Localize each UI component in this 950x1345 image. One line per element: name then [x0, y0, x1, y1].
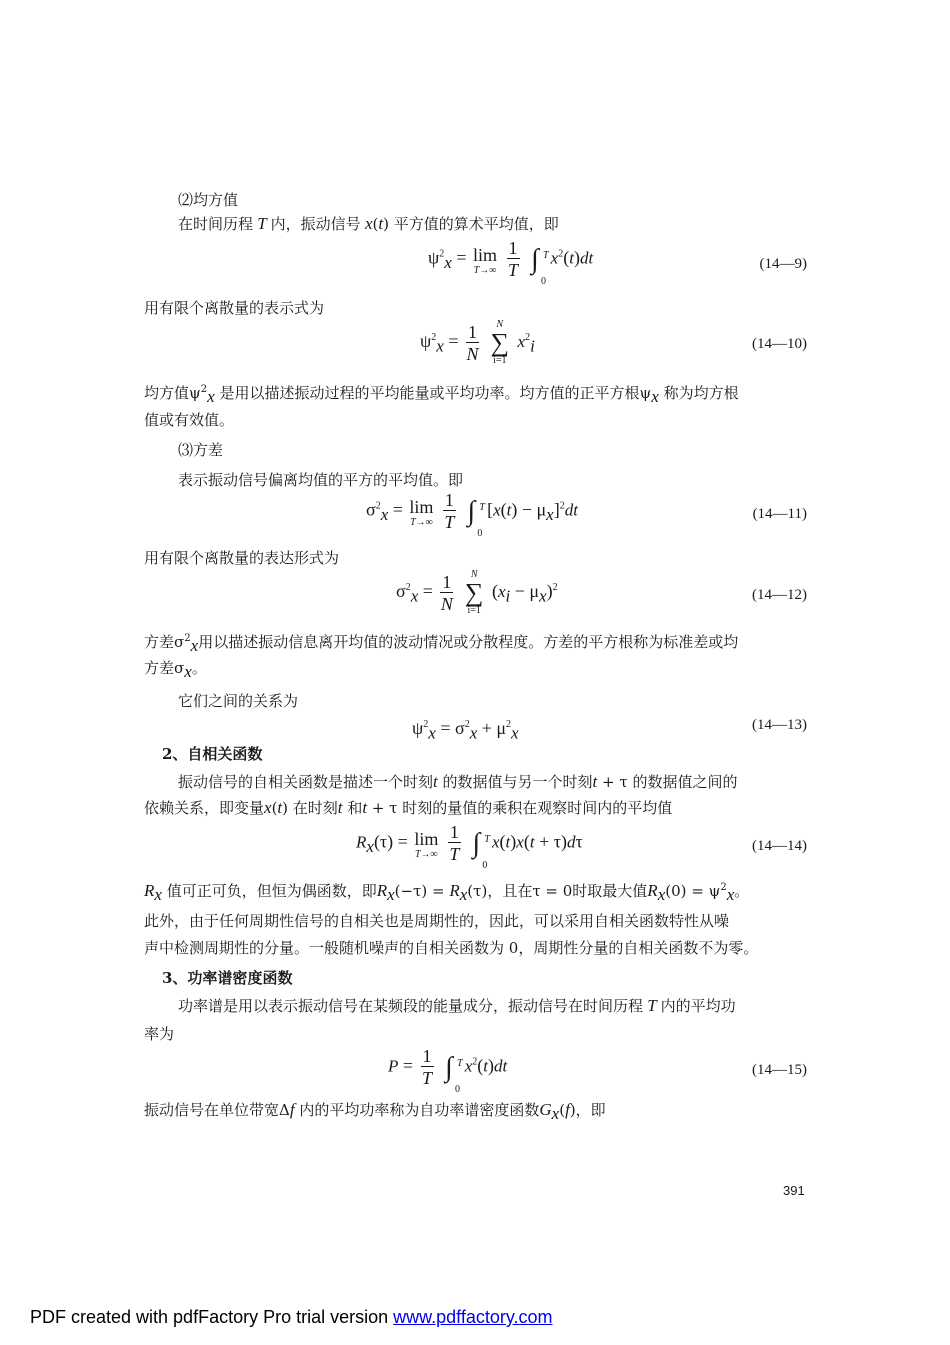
paragraph-discrete-form: 用有限个离散量的表达形式为: [144, 549, 340, 567]
paragraph-variance-desc-cont: 方差$\sigma_x$。: [144, 659, 207, 681]
equation-number: (14—14): [752, 838, 807, 854]
equation-14-10: $\psi^2_x$ = $\frac{1}{N}$ N ∑ i=1 $x^2_i$: [420, 319, 535, 366]
paragraph-power-2: 率为: [144, 1025, 175, 1043]
paragraph-autocorr-4: 此外，由于任何周期性信号的自相关也是周期性的，因此，可以采用自相关函数特性从噪: [144, 912, 730, 930]
equation-14-14: $R_x(\tau)$ = lim T→∞ $\frac{1}{T}$ ∫ T 0 x(t)x(t + τ)dτ: [356, 822, 583, 871]
paragraph-power-1: 功率谱是用以表示振动信号在某频段的能量成分，振动信号在时间历程 T 内的平均功: [178, 996, 736, 1015]
page-number: 391: [783, 1183, 805, 1198]
equation-14-13: $\psi^2_x = \sigma^2_x + \mu^2_x$: [412, 718, 519, 743]
section-title-power-spectrum: 3、功率谱密度函数: [162, 969, 293, 987]
paragraph-autocorr-5: 声中检测周期性的分量。一般随机噪声的自相关函数为 0，周期性分量的自相关函数不为零。: [144, 939, 759, 957]
paragraph-autocorr-1: 振动信号的自相关函数是描述一个时刻t 的数据值与另一个时刻t + τ 的数据值之间的: [178, 772, 738, 791]
paragraph-variance-desc: 方差$\sigma^2_x$用以描述振动信息离开均值的波动情况或分散程度。方差的平方根称为标准差或均: [144, 633, 739, 655]
equation-number: (14—13): [752, 717, 807, 733]
paragraph-autocorr-3: $R_x$ 值可正可负，但恒为偶函数，即$R_x(-\tau) = R_x(\tau)$，且在τ = 0时取最大值$R_x(0) = \psi^2_x$。: [144, 881, 750, 904]
paragraph-variance-intro: 表示振动信号偏离均值的平方的平均值。即: [178, 471, 464, 489]
paragraph-mean-square-desc-cont: 值或有效值。: [144, 411, 235, 429]
equation-number: (14—10): [752, 336, 807, 352]
equation-14-9: $\psi^2_x$ = lim T→∞ $\frac{1}{T}$ ∫ T 0 $x^2(t)dt$: [428, 238, 594, 287]
paragraph-power-3: 振动信号在单位带宽Δf 内的平均功率称为自功率谱密度函数$G_x(f)$，即: [144, 1100, 606, 1123]
section-heading-variance: ⑶方差: [178, 441, 224, 459]
equation-number: (14—12): [752, 587, 807, 603]
pdf-footer: [30, 1307, 553, 1328]
equation-number: (14—9): [759, 256, 807, 272]
equation-number: (14—11): [752, 506, 807, 522]
equation-14-11: $\sigma^2_x$ = lim T→∞ $\frac{1}{T}$ ∫ T 0 $[x(t) - \mu_x]^2dt$: [366, 490, 578, 539]
paragraph-discrete-expression: 用有限个离散量的表示式为: [144, 299, 325, 317]
equation-14-12: $\sigma^2_x$ = $\frac{1}{N}$ N ∑ i=1 $(x_i - \mu_x)^2$: [396, 569, 558, 616]
paragraph-mean-square-intro: 在时间历程 T 内，振动信号 x(t) 平方值的算术平均值，即: [178, 214, 559, 233]
paragraph-mean-square-desc: 均方值$\psi^2_x$ 是用以描述振动过程的平均能量或平均功率。均方值的正平方根$\psi_x$ 称为均方根: [144, 384, 739, 406]
section-title-autocorrelation: 2、自相关函数: [162, 745, 263, 763]
paragraph-relation: 它们之间的关系为: [178, 692, 299, 710]
footer-text: PDF created with pdfFactory Pro trial version: [30, 1307, 394, 1327]
equation-number: (14—15): [752, 1062, 807, 1078]
footer-link[interactable]: www.pdffactory.com: [393, 1307, 553, 1327]
equation-14-15: P = $\frac{1}{T}$ ∫ T 0 $x^2(t)dt$: [388, 1046, 508, 1095]
paragraph-autocorr-2: 依赖关系，即变量x(t) 在时刻t 和t + τ 时刻的量值的乘积在观察时间内的平均值: [144, 798, 673, 817]
section-heading-mean-square: ⑵均方值: [178, 191, 239, 209]
